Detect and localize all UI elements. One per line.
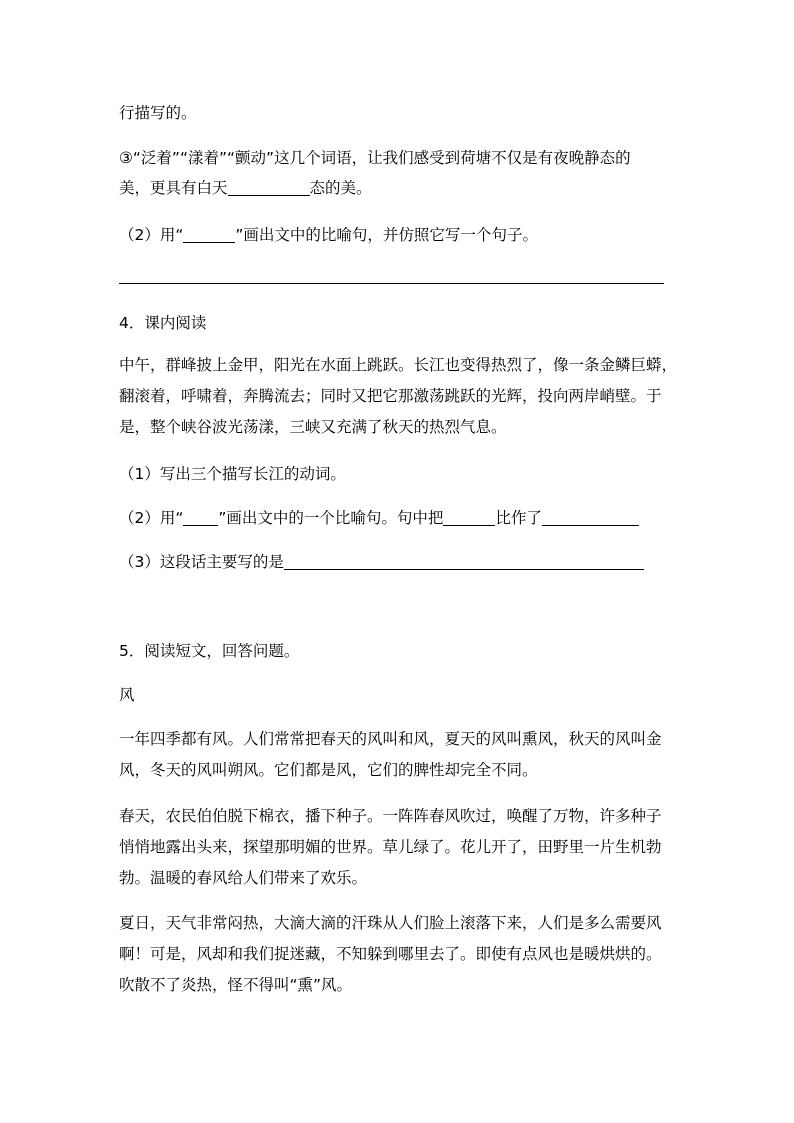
text-line: ③“泛着”“漾着”“颤动”这几个词语，让我们感受到荷塘不仅是有夜晚静态的 <box>119 149 631 167</box>
passage-line: 啊！可是，风却和我们捉迷藏，不知躲到哪里去了。即使有点风也是暖烘烘的。 <box>119 945 662 963</box>
text-line: 行描写的。 <box>119 104 197 122</box>
passage-line: 勃。温暖的春风给人们带来了欢乐。 <box>119 869 368 887</box>
text-segment: 比作了 <box>495 509 542 527</box>
question-1: （1）写出三个描写长江的动词。 <box>119 465 346 483</box>
text-segment: 美，更具有白天 <box>119 179 228 197</box>
answer-blank[interactable] <box>542 509 639 526</box>
passage-line: 夏日，天气非常闷热，大滴大滴的汗珠从人们脸上滚落下来，人们是多么需要风 <box>119 914 662 932</box>
passage-line: 是，整个峡谷波光荡漾，三峡又充满了秋天的热烈气息。 <box>119 418 507 436</box>
passage-line: 中午，群峰披上金甲，阳光在水面上跳跃。长江也变得热烈了，像一条金鳞巨蟒， <box>119 356 678 374</box>
answer-line[interactable] <box>119 283 664 284</box>
passage-line: 春天，农民伯伯脱下棉衣，播下种子。一阵阵春风吹过，唤醒了万物，许多种子 <box>119 807 662 825</box>
text-segment: （3）这段话主要写的是 <box>119 553 284 571</box>
underline-sample <box>183 509 218 526</box>
question-2 <box>119 225 538 245</box>
question-2 <box>119 508 639 528</box>
answer-blank[interactable] <box>284 553 644 570</box>
text-segment: （2）用“ <box>119 226 184 244</box>
fill-in-question <box>119 178 372 198</box>
passage-title: 风 <box>119 686 135 704</box>
passage-line: 翻滚着，呼啸着，奔腾流去；同时又把它那激荡跳跃的光辉，投向两岸峭壁。于 <box>119 387 662 405</box>
passage-line: 一年四季都有风。人们常常把春天的风叫和风，夏天的风叫熏风，秋天的风叫金 <box>119 730 662 748</box>
passage-line: 悄悄地露出头来，探望那明媚的世界。草儿绿了。花儿开了，田野里一片生机勃 <box>119 838 662 856</box>
text-segment: （2）用“ <box>119 509 184 527</box>
section-heading: 5．阅读短文，回答问题。 <box>119 642 300 660</box>
underline-sample <box>183 226 235 243</box>
passage-line: 吹散不了炎热，怪不得叫“熏”风。 <box>119 976 353 994</box>
question-3 <box>119 552 644 572</box>
text-segment: ”画出文中的一个比喻句。句中把 <box>218 509 444 527</box>
passage-line: 风，冬天的风叫朔风。它们都是风，它们的脾性却完全不同。 <box>119 761 538 779</box>
answer-blank[interactable] <box>443 509 495 526</box>
text-segment: ”画出文中的比喻句，并仿照它写一个句子。 <box>235 226 538 244</box>
section-heading: 4．课内阅读 <box>119 314 207 332</box>
text-segment: 态的美。 <box>309 179 372 197</box>
answer-blank[interactable] <box>228 179 310 196</box>
